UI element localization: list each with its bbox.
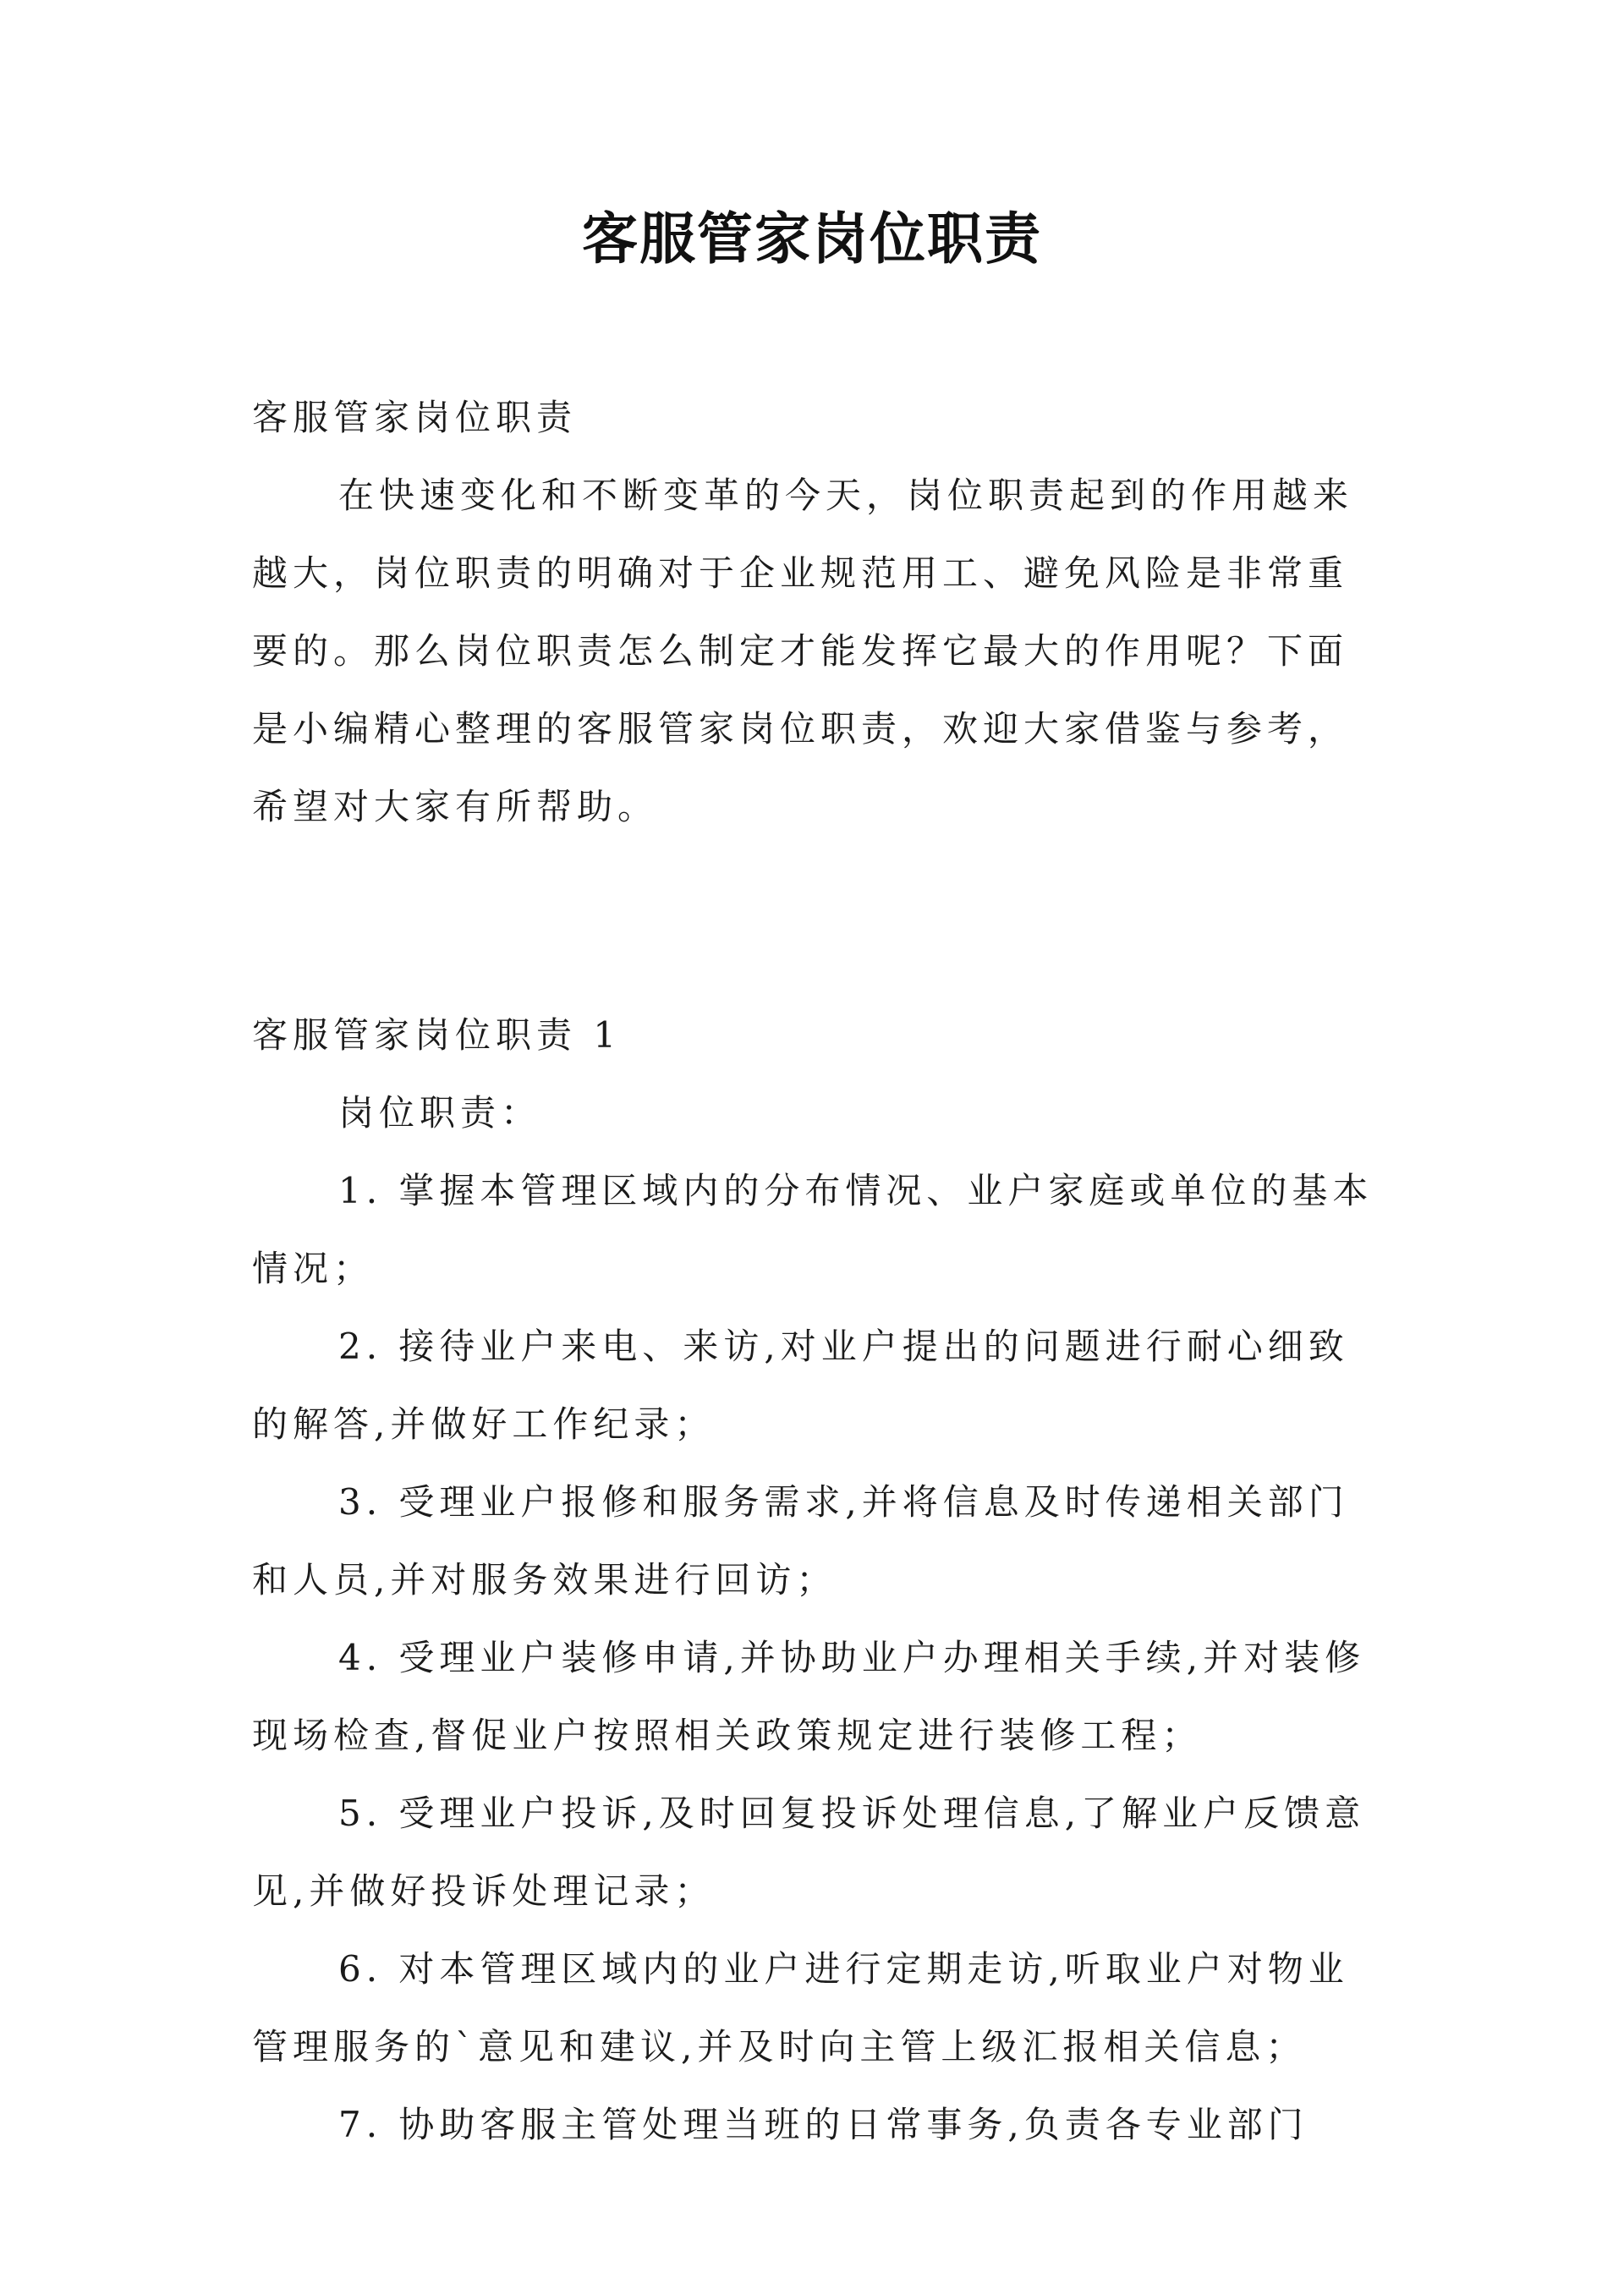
page-title: 客服管家岗位职责 bbox=[582, 206, 1042, 272]
duty-item-5: 5. 受理业户投诉,及时回复投诉处理信息,了解业户反馈意见,并做好投诉处理记录； bbox=[252, 1793, 1366, 1912]
duty-item-1: 1. 掌握本管理区域内的分布情况、业户家庭或单位的基本情况； bbox=[252, 1170, 1374, 1289]
duty-item-4: 4. 受理业户装修申请,并协助业户办理相关手续,并对装修现场检查,督促业户按照相关政策规定进行装修工程； bbox=[252, 1637, 1366, 1756]
duty-item-3: 3. 受理业户报修和服务需求,并将信息及时传递相关部门和人员,并对服务效果进行回访； bbox=[252, 1481, 1349, 1600]
duties-label: 岗位职责： bbox=[338, 1092, 542, 1134]
duty-item-2: 2. 接待业户来电、来访,对业户提出的问题进行耐心细致的解答,并做好工作纪录； bbox=[252, 1326, 1349, 1445]
duty-item-6: 6. 对本管理区域内的业户进行定期走访,听取业户对物业管理服务的`意见和建议,并及时向主管上级汇报相关信息； bbox=[252, 1948, 1349, 2067]
document-body bbox=[252, 379, 1385, 2164]
duty-item-7: 7. 协助客服主管处理当班的日常事务,负责各专业部门 bbox=[338, 2104, 1309, 2145]
intro-paragraph: 在快速变化和不断变革的今天，岗位职责起到的作用越来越大，岗位职责的明确对于企业规范用工、避免风险是非常重要的。那么岗位职责怎么制定才能发挥它最大的作用呢？下面是小编精心整理的客服管家岗位职责，欢迎大家借鉴与参考，希望对大家有所帮助。 bbox=[252, 475, 1354, 827]
section-title: 客服管家岗位职责 1 bbox=[252, 1014, 622, 1056]
section-spacer bbox=[252, 846, 1385, 997]
document-subtitle: 客服管家岗位职责 bbox=[252, 397, 578, 438]
